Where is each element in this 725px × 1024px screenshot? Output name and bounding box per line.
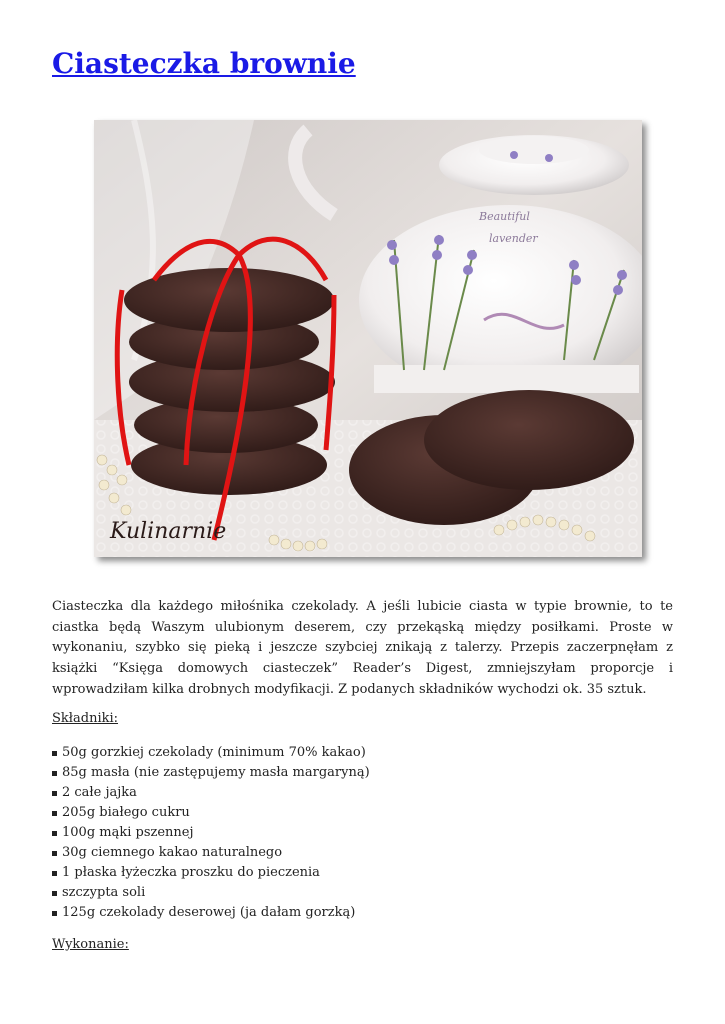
list-item: 205g białego cukru [52, 803, 370, 823]
photo-watermark: Kulinarnie [110, 519, 227, 544]
bullet-icon [52, 751, 57, 756]
list-item: 30g ciemnego kakao naturalnego [52, 843, 370, 863]
intro-paragraph: Ciasteczka dla każdego miłośnika czekolady. A jeśli lubicie ciasta w typie brownie, to te ciastka będą Waszym ulubionym deserem, czy przekąską między posiłkami. Proste w wykonaniu, szybko się pieką i jeszcze szybciej znikają z talerzy. Przepis zaczerpnęłam z książki “Księga domowych ciasteczek” Reader’s Digest, zmniejszyłam proporcje i wprowadziłam kilka drobnych modyfikacji. Z podanych składników wychodzi ok. 35 sztuk. [52, 599, 673, 697]
list-item: 50g gorzkiej czekolady (minimum 70% kakao) [52, 743, 370, 763]
bullet-icon [52, 791, 57, 796]
bullet-icon [52, 851, 57, 856]
bullet-icon [52, 871, 57, 876]
bullet-icon [52, 891, 57, 896]
bullet-icon [52, 771, 57, 776]
list-item: szczypta soli [52, 883, 370, 903]
bullet-icon [52, 811, 57, 816]
bullet-icon [52, 911, 57, 916]
list-item: 85g masła (nie zastępujemy masła margaryną) [52, 763, 370, 783]
recipe-photo [94, 120, 642, 557]
method-heading: Wykonanie: [52, 937, 129, 952]
list-item: 2 całe jajka [52, 783, 370, 803]
page-title [52, 44, 356, 84]
recipe-photo-illustration [94, 120, 642, 557]
title-link[interactable]: Ciasteczka brownie [52, 47, 356, 80]
teapot-text-2: lavender [489, 232, 538, 245]
list-item: 1 płaska łyżeczka proszku do pieczenia [52, 863, 370, 883]
ingredients-list [52, 743, 370, 923]
bullet-icon [52, 831, 57, 836]
ingredients-heading: Składniki: [52, 711, 119, 726]
teapot-text-1: Beautiful [479, 210, 530, 223]
list-item: 125g czekolady deserowej (ja dałam gorzką) [52, 903, 370, 923]
list-item: 100g mąki pszennej [52, 823, 370, 843]
